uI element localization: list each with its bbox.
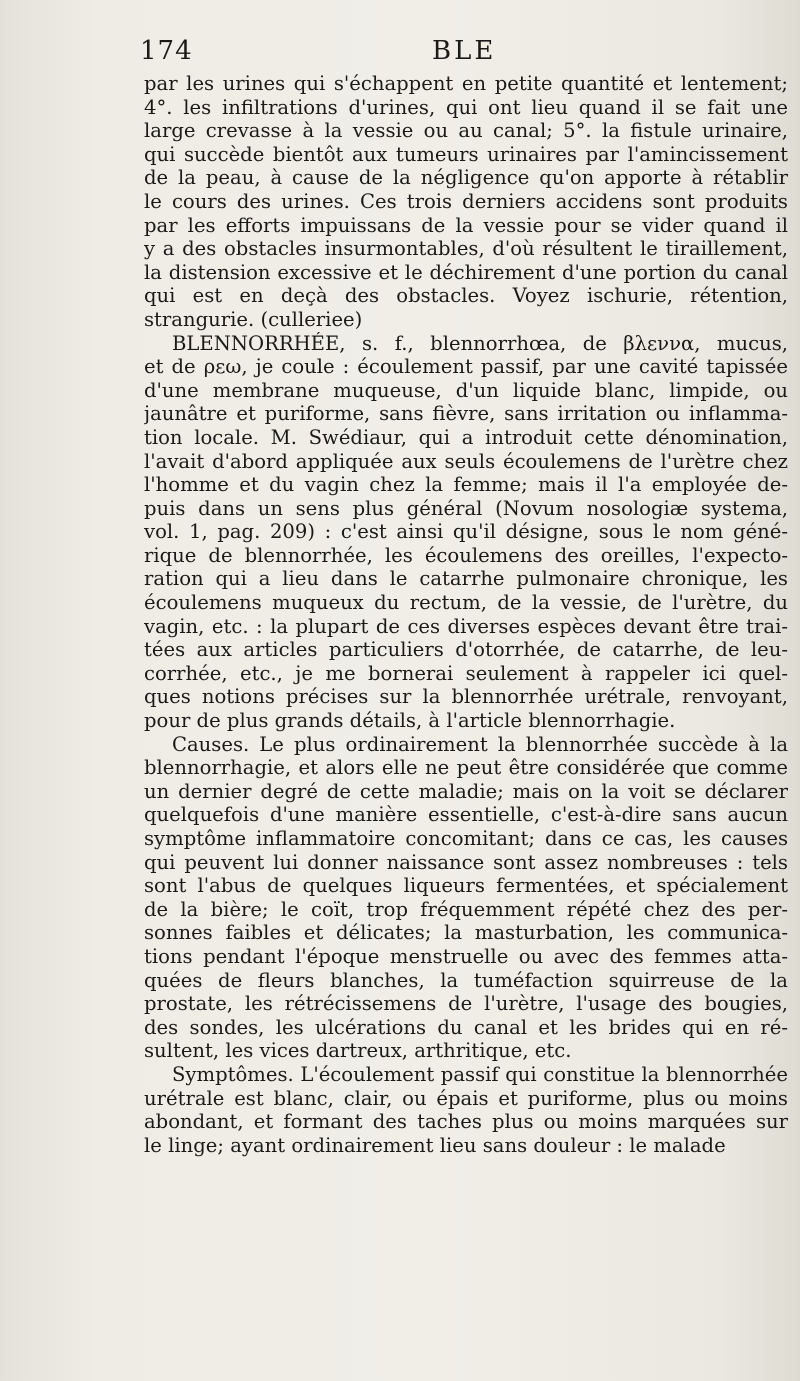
- text-line: par les urines qui s'échappent en petite quantité et lentement;: [144, 72, 788, 95]
- text-line: sont l'abus de quelques liqueurs fermentées, et spécialement: [144, 874, 788, 898]
- text-line: écoulemens muqueux du rectum, de la vessie, de l'urètre, du: [144, 591, 788, 615]
- text-line: corrhée, etc., je me bornerai seulement à rappeler ici quel-: [144, 661, 788, 685]
- text-line: quelquefois d'une manière essentielle, c'est-à-dire sans aucun: [144, 803, 788, 827]
- text-line: blennorrhagie, et alors elle ne peut être considérée que comme: [144, 756, 788, 780]
- text-line: vol. 1, pag. 209) : c'est ainsi qu'il désigne, sous le nom géné-: [144, 520, 788, 544]
- text-line: symptôme inflammatoire concomitant; dans ce cas, les causes: [144, 827, 788, 850]
- text-line: de la peau, à cause de la négligence qu'on apporte à rétablir: [144, 166, 788, 190]
- text-line: urétrale est blanc, clair, ou épais et puriforme, plus ou moins: [144, 1086, 788, 1110]
- text-line: sonnes faibles et délicates; la masturbation, les communica-: [144, 921, 788, 945]
- text-line: d'une membrane muqueuse, d'un liquide blanc, limpide, ou: [144, 378, 788, 402]
- text-line: Causes. Le plus ordinairement la blennorrhée succède à la: [172, 732, 788, 756]
- text-line: la distension excessive et le déchirement d'une portion du canal: [144, 260, 788, 284]
- text-line: Symptômes. L'écoulement passif qui constitue la blennorrhée: [172, 1062, 788, 1086]
- text-line: ration qui a lieu dans le catarrhe pulmonaire chronique, les: [144, 567, 788, 591]
- text-line: vagin, etc. : la plupart de ces diverses espèces devant être trai-: [144, 614, 788, 638]
- text-line: y a des obstacles insurmontables, d'où résultent le tiraillement,: [144, 237, 788, 261]
- text-line: large crevasse à la vessie ou au canal; 5°. la fistule urinaire,: [144, 119, 788, 143]
- text-line: BLENNORRHÉE, s. f., blennorrhœa, de βλεννα, mucus,: [172, 331, 788, 355]
- text-line: sultent, les vices dartreux, arthritique, etc.: [144, 1039, 572, 1063]
- text-line: et de ρεω, je coule : écoulement passif, par une cavité tapissée: [144, 355, 788, 379]
- text-line: le cours des urines. Ces trois derniers accidens sont produits: [144, 189, 788, 213]
- text-line: le linge; ayant ordinairement lieu sans douleur : le malade: [144, 1133, 726, 1157]
- text-line: tions pendant l'époque menstruelle ou avec des femmes atta-: [144, 944, 788, 968]
- text-line: de la bière; le coït, trop fréquemment répété chez des per-: [144, 897, 788, 921]
- text-line: des sondes, les ulcérations du canal et les brides qui en ré-: [144, 1015, 788, 1039]
- text-line: 4°. les infiltrations d'urines, qui ont lieu quand il se fait une: [144, 95, 788, 119]
- body-text: [144, 72, 788, 1157]
- text-line: abondant, et formant des taches plus ou moins marquées sur: [144, 1110, 788, 1134]
- text-line: qui succède bientôt aux tumeurs urinaires par l'amincissement: [144, 142, 788, 166]
- text-line: tées aux articles particuliers d'otorrhée, de catarrhe, de leu-: [144, 638, 788, 662]
- text-line: l'homme et du vagin chez la femme; mais il l'a employée de-: [144, 473, 788, 497]
- text-line: ques notions précises sur la blennorrhée urétrale, renvoyant,: [144, 685, 788, 709]
- running-title: BLE: [432, 36, 497, 66]
- text-line: strangurie. (culleriee): [144, 307, 363, 331]
- text-line: jaunâtre et puriforme, sans fièvre, sans irritation ou inflamma-: [144, 402, 788, 426]
- text-line: un dernier degré de cette maladie; mais on la voit se déclarer: [144, 779, 788, 803]
- text-line: prostate, les rétrécissemens de l'urètre, l'usage des bougies,: [144, 992, 788, 1016]
- text-line: qui peuvent lui donner naissance sont assez nombreuses : tels: [144, 850, 788, 874]
- text-line: l'avait d'abord appliquée aux seuls écoulemens de l'urètre chez: [144, 449, 788, 473]
- text-line: rique de blennorrhée, les écoulemens des oreilles, l'expecto-: [144, 543, 788, 567]
- text-line: qui est en deçà des obstacles. Voyez ischurie, rétention,: [144, 284, 788, 308]
- text-line: tion locale. M. Swédiaur, qui a introduit cette dénomination,: [144, 425, 788, 449]
- running-head: [140, 36, 788, 70]
- text-line: quées de fleurs blanches, la tuméfaction squirreuse de la: [144, 968, 788, 992]
- page-number: 174: [140, 36, 193, 66]
- text-line: par les efforts impuissans de la vessie pour se vider quand il: [144, 213, 788, 237]
- text-line: pour de plus grands détails, à l'article blennorrhagie.: [144, 709, 676, 733]
- text-line: puis dans un sens plus général (Novum nosologiæ systema,: [144, 496, 788, 520]
